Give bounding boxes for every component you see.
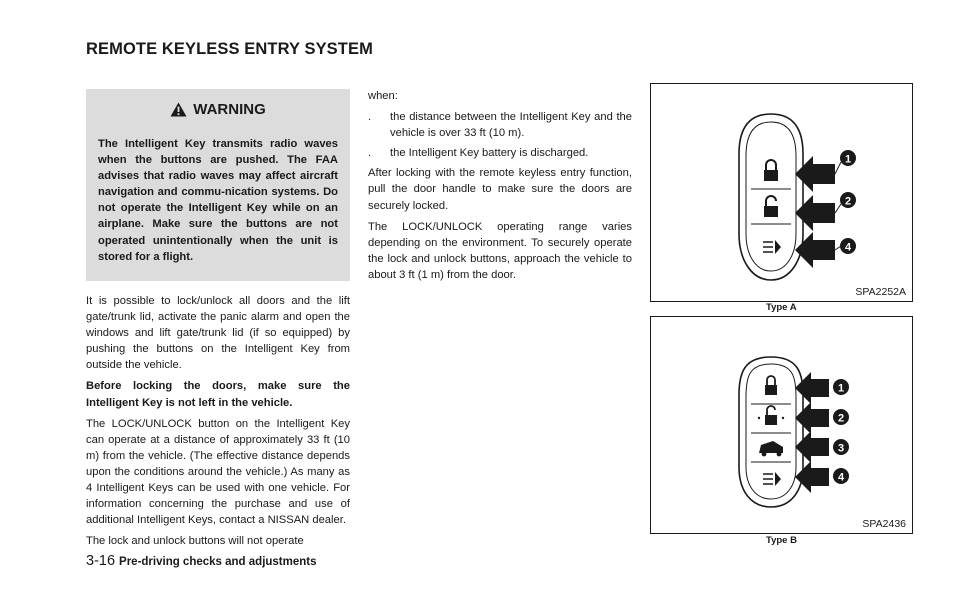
column-1 [86, 293, 350, 554]
callout-1-label: 1 [837, 382, 845, 395]
callout-4-label: 4 [844, 241, 852, 254]
figure-caption: Type A [766, 302, 797, 313]
paragraph-range: The LOCK/UNLOCK button on the Intelligent Key can operate at a distance of approximately 33 ft (10 m) from the vehicle. (The effective distance depends upon the conditions around the vehicle.) As many as 4 Intelligent Keys can be used with one vehicle. For information concerning the purchase and use of additional Intelligent Keys, contact a NISSAN dealer. [86, 417, 350, 527]
warning-heading-text: WARNING [193, 101, 266, 118]
paragraph-not-operate: The lock and unlock buttons will not operate [86, 535, 304, 548]
column-2 [368, 88, 632, 288]
bullet-marker: . [368, 111, 372, 124]
figure-type-a [650, 83, 913, 302]
callout-4 [833, 468, 849, 484]
callout-1-label: 1 [844, 153, 852, 166]
callout-2-label: 2 [837, 412, 845, 425]
page-number: 3-16 [86, 553, 116, 569]
section-name: Pre-driving checks and adjustments [119, 556, 317, 568]
lock-icon [764, 160, 778, 181]
paragraph-intro: It is possible to lock/unlock all doors and the lift gate/trunk lid, activate the panic alarm and open the windows and lift gate/trunk lid (if so equipped) by pushing the buttons on the Intelligent Key from outside the vehicle. [86, 295, 350, 372]
page-footer [86, 552, 317, 570]
bullet-marker: . [368, 147, 372, 160]
warning-heading [86, 101, 350, 118]
callout-4-label: 4 [837, 471, 845, 484]
paragraph-when: when: [368, 90, 398, 102]
figure-caption: Type B [766, 535, 797, 546]
callout-arrows [795, 372, 829, 493]
callout-3-label: 3 [837, 442, 845, 455]
callout-3 [833, 439, 849, 455]
panic-icon [763, 240, 781, 254]
paragraph-after-locking: After locking with the remote keyless entry function, pull the door handle to make sure the doors are securely locked. [368, 167, 632, 212]
callout-2-label: 2 [844, 195, 852, 208]
key-fob-type-b-illustration [651, 317, 912, 517]
warning-triangle-icon [170, 102, 187, 117]
key-fob-type-a-illustration [651, 84, 912, 284]
callout-2 [840, 192, 856, 208]
bullet-text: the Intelligent Key battery is discharged. [390, 147, 589, 160]
callout-arrows [795, 156, 841, 268]
paragraph-operating-range: The LOCK/UNLOCK operating range varies depending on the environment. To securely operate the lock and unlock buttons, approach the vehicle to about 3 ft (1 m) from the door. [368, 220, 632, 281]
bullet-text: the distance between the Intelligent Key and the vehicle is over 33 ft (10 m). [390, 111, 632, 140]
warning-box [86, 89, 350, 281]
panic-icon [763, 472, 781, 486]
callout-1 [840, 150, 856, 166]
figure-id: SPA2252A [855, 286, 906, 298]
paragraph-before-locking: Before locking the doors, make sure the Intelligent Key is not left in the vehicle. [86, 380, 350, 409]
figure-type-b [650, 316, 913, 534]
bullet-item [368, 109, 632, 141]
callout-4 [840, 238, 856, 254]
callout-1 [833, 379, 849, 395]
warning-text: The Intelligent Key transmits radio waves when the buttons are pushed. The FAA advises that radio waves may affect aircraft navigation and commu-nication systems. Do not operate the Intelligent Key while on an airplane. Make sure the buttons are not operated unintentionally when the unit is stored for a flight. [98, 138, 338, 263]
figure-id: SPA2436 [862, 518, 906, 530]
lock-icon [765, 376, 777, 395]
page-title: REMOTE KEYLESS ENTRY SYSTEM [86, 40, 373, 58]
unlock-icon [764, 196, 778, 217]
unlock-icon [758, 406, 784, 425]
callout-2 [833, 409, 849, 425]
bullet-item [368, 145, 632, 161]
trunk-icon [759, 441, 783, 456]
